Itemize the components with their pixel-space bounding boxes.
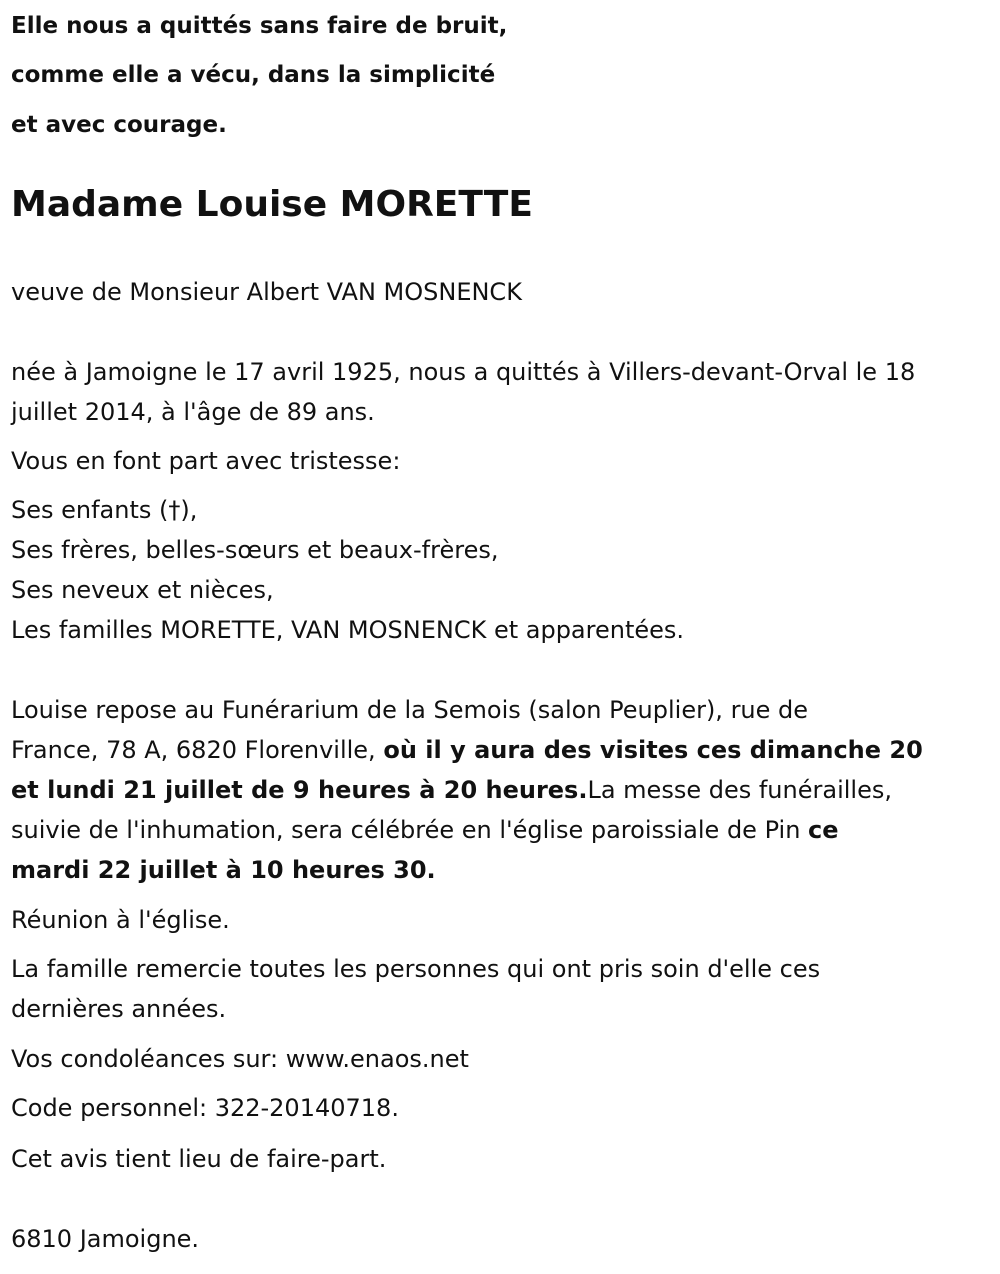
birth-death-line-1: née à Jamoigne le 17 avril 1925, nous a quittés à Villers-devant-Orval le 18 — [11, 358, 916, 386]
funeral-date-text: mardi 22 juillet à 10 heures 30. — [11, 856, 436, 884]
arrangements-text: La messe des funérailles, — [587, 776, 892, 804]
arrangements-text: France, 78 A, 6820 Florenville, — [11, 736, 384, 764]
arrangements-line-2 — [11, 730, 923, 770]
arrangements-line-1 — [11, 690, 808, 730]
family-children: Ses enfants (†), — [11, 496, 198, 524]
quote-line-3: et avec courage. — [11, 112, 227, 138]
condolences-line: Vos condoléances sur: www.enaos.net — [11, 1045, 469, 1073]
arrangements-text: Louise repose au Funérarium de la Semois (salon Peuplier), rue de — [11, 696, 809, 724]
birth-death-line-2: juillet 2014, à l'âge de 89 ans. — [11, 398, 375, 426]
notice-line: Cet avis tient lieu de faire-part. — [11, 1145, 387, 1173]
arrangements-text: suivie de l'inhumation, sera célébrée en l'église paroissiale de Pin — [11, 816, 809, 844]
visits-text: où il y aura des visites ces dimanche 20 — [383, 736, 923, 764]
family-siblings: Ses frères, belles-sœurs et beaux-frères, — [11, 536, 499, 564]
quote-line-2: comme elle a vécu, dans la simplicité — [11, 62, 496, 88]
arrangements-line-5 — [11, 850, 436, 890]
deceased-name: Madame Louise MORETTE — [11, 184, 533, 225]
locality: 6810 Jamoigne. — [11, 1225, 200, 1253]
personal-code: Code personnel: 322-20140718. — [11, 1094, 399, 1122]
family-nephews: Ses neveux et nièces, — [11, 576, 274, 604]
funeral-date-text: ce — [808, 816, 839, 844]
thanks-line-2: dernières années. — [11, 995, 227, 1023]
meeting-note: Réunion à l'église. — [11, 906, 230, 934]
arrangements-line-3 — [11, 770, 892, 810]
quote-line-1: Elle nous a quittés sans faire de bruit, — [11, 13, 508, 39]
widow-of: veuve de Monsieur Albert VAN MOSNENCK — [11, 278, 522, 306]
visits-text: et lundi 21 juillet de 9 heures à 20 heures. — [11, 776, 588, 804]
announcement-intro: Vous en font part avec tristesse: — [11, 447, 401, 475]
thanks-line-1: La famille remercie toutes les personnes qui ont pris soin d'elle ces — [11, 955, 821, 983]
family-families: Les familles MORETTE, VAN MOSNENCK et apparentées. — [11, 616, 685, 644]
arrangements-line-4 — [11, 810, 839, 850]
